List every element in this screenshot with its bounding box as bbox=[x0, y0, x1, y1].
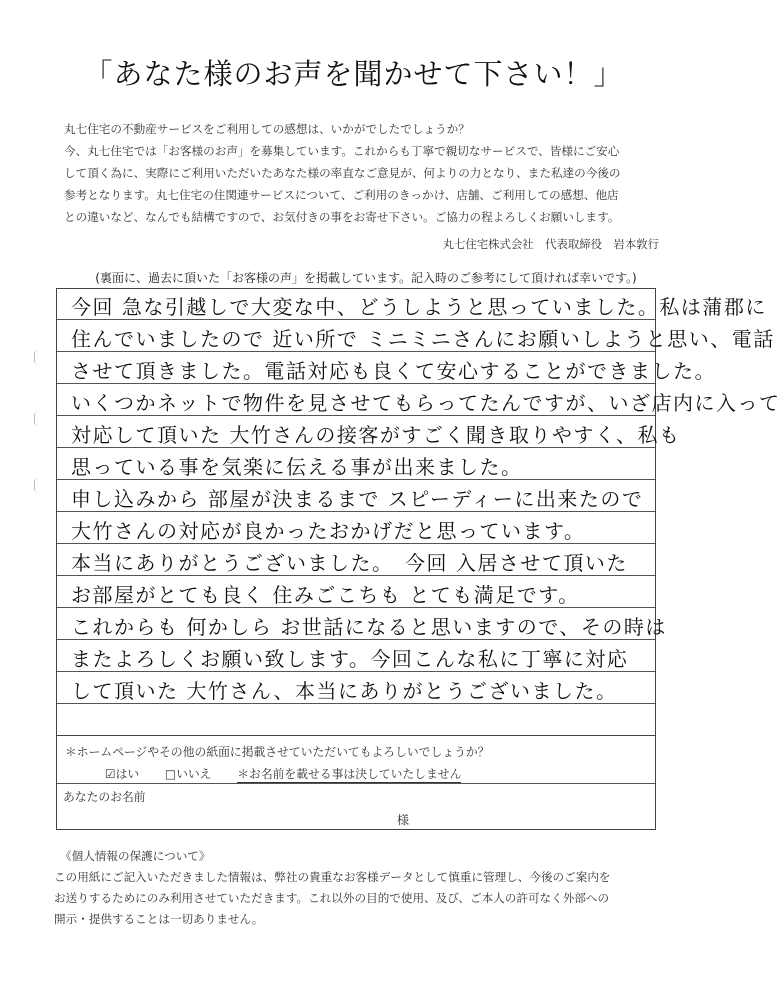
intro-line: して頂く為に、実際にご利用いただいたあなた様の率直なご意見が、何よりの力となり、また私達の今後の bbox=[64, 166, 621, 180]
consent-options bbox=[105, 765, 483, 782]
intro-line: との違いなど、なんでも結構ですので、お気付きの事をお寄せ下さい。ご協力の程よろしくお願いします。 bbox=[64, 210, 620, 224]
intro-text bbox=[64, 118, 664, 228]
handwritten-line: お部屋がとても良く 住みごこちも とても満足です。 bbox=[71, 583, 580, 607]
handwritten-line: これからも 何かしら お世話になると思いますので、その時は bbox=[71, 615, 667, 639]
consent-question: ＊ホームページやその他の紙面に掲載させていただいてもよろしいでしょうか？ bbox=[65, 745, 490, 759]
handwritten-line: またよろしくお願い致します。今回こんな私に丁寧に対応 bbox=[71, 647, 629, 671]
handwritten-line: 本当にありがとうございました。 今回 入居させて頂いた bbox=[71, 551, 628, 575]
handwritten-line: させて頂きました。電話対応も良くて安心することができました。 bbox=[71, 359, 716, 383]
intro-line: 丸七住宅の不動産サービスをご利用しての感想は、いかがでしたでしょうか？ bbox=[64, 122, 470, 136]
scan-mark bbox=[34, 350, 41, 364]
handwritten-line: 大竹さんの対応が良かったおかげだと思っています。 bbox=[71, 519, 586, 543]
name-suffix: 様 bbox=[397, 813, 410, 827]
scan-mark bbox=[34, 412, 41, 426]
yes-checkbox[interactable]: ☑はい bbox=[105, 767, 140, 781]
comment-area-bottom bbox=[57, 735, 655, 736]
no-checkbox[interactable]: □いいえ bbox=[164, 767, 212, 781]
handwritten-line: 思っている事を気楽に伝える事が出来ました。 bbox=[71, 455, 523, 479]
handwritten-line: 申し込みから 部屋が決まるまで スピーディーに出来たので bbox=[71, 487, 644, 511]
intro-line: 参考となります。丸七住宅の住関連サービスについて、ご利用のきっかけ、店舗、ご利用しての感想、他店 bbox=[64, 188, 619, 202]
privacy-heading: 《個人情報の保護について》 bbox=[60, 849, 211, 863]
privacy-line: お送りするためにのみ利用させていただきます。これ以外の目的で使用、及び、ご本人の許可なく外部への bbox=[54, 891, 610, 905]
privacy-line: 開示・提供することは一切ありません。 bbox=[54, 912, 264, 926]
handwritten-line: 住んでいましたので 近い所で ミニミニさんにお願いしようと思い、電話 bbox=[71, 327, 775, 351]
page-title: 「あなた様のお声を聞かせて下さい！」 bbox=[83, 57, 624, 91]
handwritten-line: 対応して頂いた 大竹さんの接客がすごく聞き取りやすく、私も bbox=[71, 423, 681, 447]
privacy-line: この用紙にご記入いただきました情報は、弊社の貴重なお客様データとして慎重に管理し、今後のご案内を bbox=[54, 870, 611, 884]
company-signature: 丸七住宅株式会社 代表取締役 岩本敦行 bbox=[442, 237, 659, 251]
handwritten-line: して頂いた 大竹さん、本当にありがとうございました。 bbox=[71, 679, 618, 703]
intro-line: 今、丸七住宅では「お客様のお声」を募集しています。これからも丁寧で親切なサービスで、皆様にご安心 bbox=[64, 144, 620, 158]
handwritten-line: 今回 急な引越しで大変な中、どうしようと思っていました。私は蒲郡に bbox=[71, 295, 767, 319]
scan-mark bbox=[34, 478, 41, 492]
reference-note: (裏面に、過去に頂いた「お客様の声」を掲載しています。記入時のご参考にして頂ければ幸いです。) bbox=[95, 271, 637, 285]
name-label: あなたのお名前 bbox=[63, 790, 146, 804]
consent-divider bbox=[57, 783, 655, 784]
handwritten-line: いくつかネットで物件を見させてもらってたんですが、いざ店内に入って bbox=[71, 391, 781, 415]
anonymous-note: ＊お名前を載せる事は決していたしません bbox=[237, 767, 462, 781]
feedback-form bbox=[56, 288, 781, 830]
privacy-section bbox=[54, 846, 674, 930]
